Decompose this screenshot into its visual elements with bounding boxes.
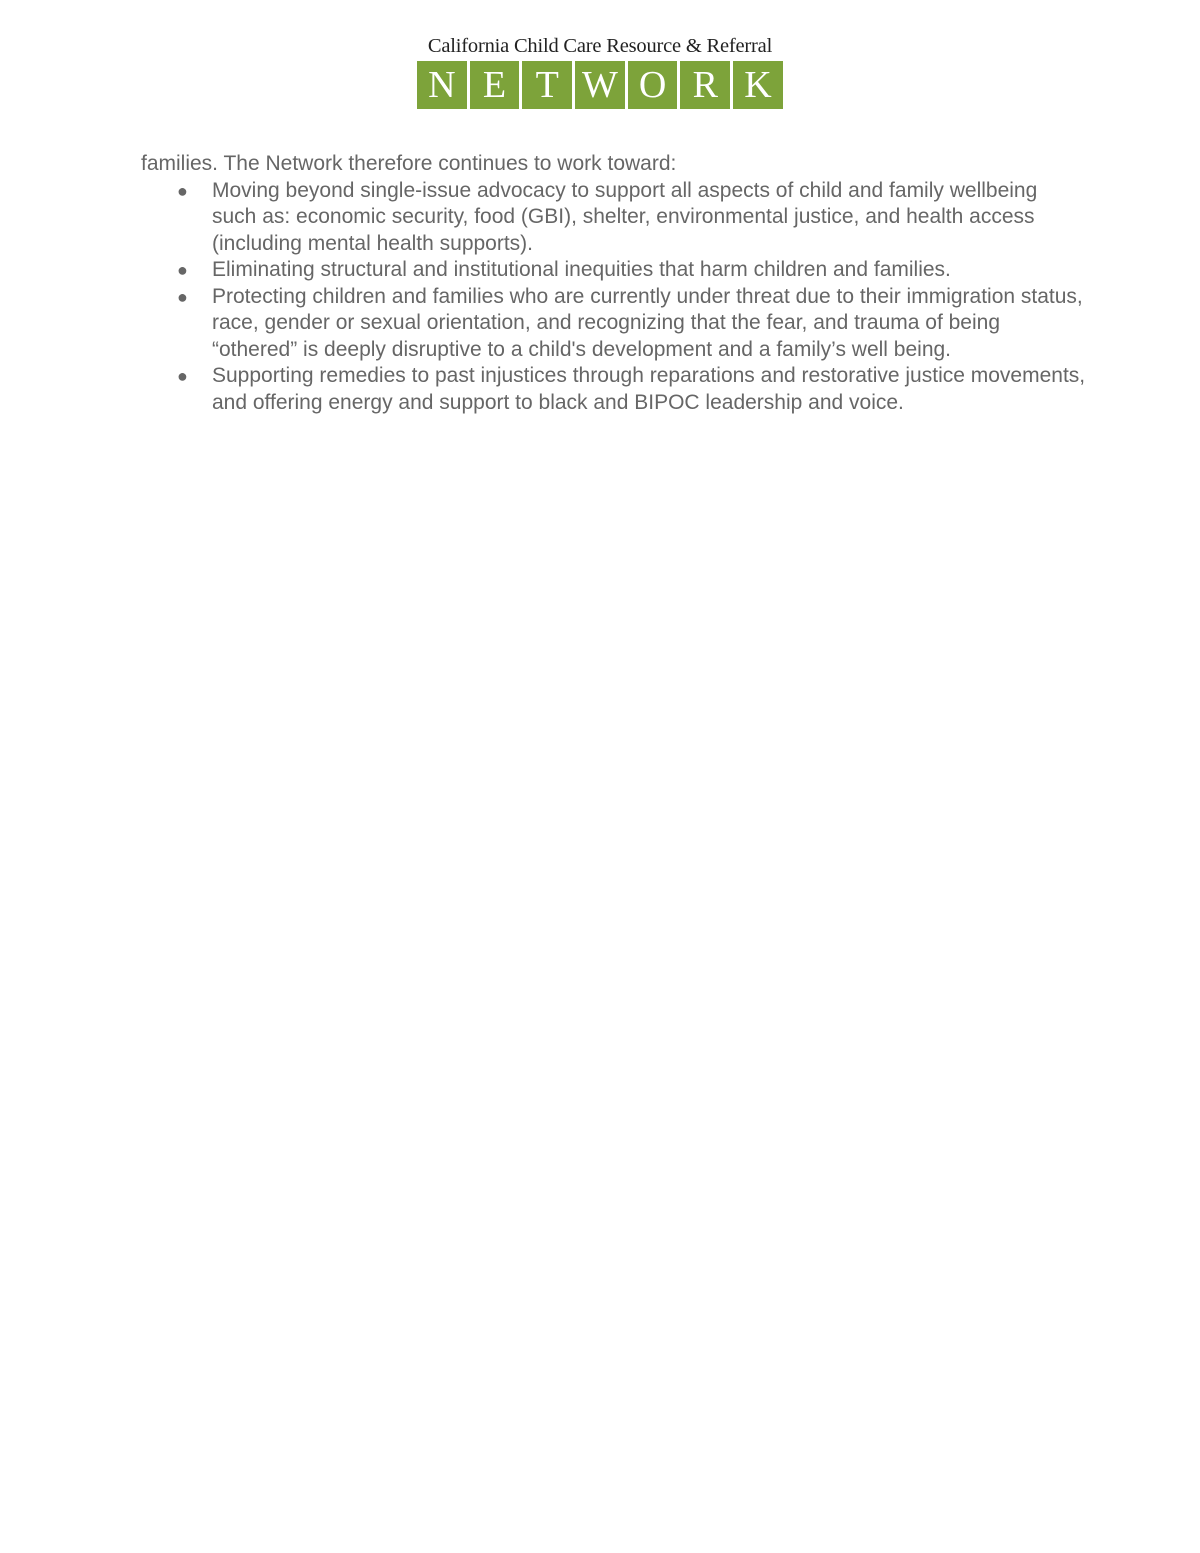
list-item-text: Protecting children and families who are currently under threat due to their immigration status, race, gender or sexual orientation, and recognizing that the fear, and trauma of being “othered” is deeply disruptive to a child's development and a family’s well being. xyxy=(212,284,1083,361)
logo-letter-tile: N xyxy=(417,61,467,109)
logo-letter-tile: R xyxy=(680,61,730,109)
list-item-text: Eliminating structural and institutional inequities that harm children and families. xyxy=(212,258,951,281)
bullet-icon: ● xyxy=(177,366,188,386)
list-item xyxy=(141,178,1086,258)
logo-caption: California Child Care Resource & Referral xyxy=(427,35,773,57)
list-item xyxy=(141,284,1086,364)
bullet-icon: ● xyxy=(177,286,188,307)
list-item xyxy=(141,363,1086,416)
document-body xyxy=(141,151,1086,416)
logo-letter-tile: K xyxy=(733,61,783,109)
logo-letter-tile: W xyxy=(575,61,625,109)
list-item xyxy=(141,257,1086,284)
logo-wordmark xyxy=(417,61,783,109)
intro-paragraph: families. The Network therefore continues to work toward: xyxy=(141,152,677,175)
list-item-text: Moving beyond single-issue advocacy to support all aspects of child and family wellbeing such as: economic security, food (GBI), shelter, environmental justice, and health access (including mental health supports). xyxy=(212,178,1038,255)
logo-letter-tile: T xyxy=(522,61,572,109)
logo-letter-tile: E xyxy=(470,61,520,109)
logo-letter-tile: O xyxy=(628,61,678,109)
bullet-icon: ● xyxy=(177,260,188,280)
goals-list xyxy=(141,178,1086,417)
network-logo xyxy=(417,34,783,109)
bullet-icon: ● xyxy=(177,180,188,201)
list-item-text: Supporting remedies to past injustices through reparations and restorative justice movements, and offering energy and support to black and BIPOC leadership and voice. xyxy=(212,364,1086,414)
